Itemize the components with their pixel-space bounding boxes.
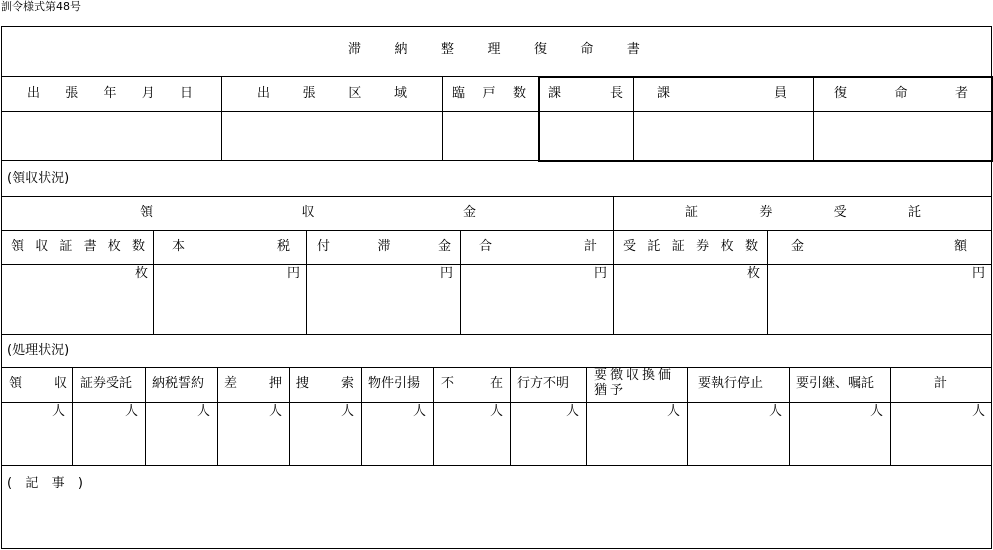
unit-persons: 人 [268, 404, 282, 419]
col-sum: 計 [934, 376, 948, 391]
unit-persons: 人 [196, 404, 210, 419]
form-title: 滞 納 整 理 復 命 書 [348, 42, 640, 57]
unit-persons: 人 [124, 404, 138, 419]
unit-persons: 人 [869, 404, 883, 419]
unit-persons: 人 [340, 404, 354, 419]
unit-yen: 円 [439, 266, 453, 281]
unit-persons: 人 [489, 404, 503, 419]
col-seizure: 差 押 [224, 376, 282, 391]
col-received: 領 収 [9, 376, 67, 391]
col-search: 捜 索 [296, 376, 354, 391]
header-reporter: 復 命 者 [834, 86, 968, 101]
header-staff: 課 員 [657, 86, 787, 101]
collection-status-label: (領収状況) [7, 171, 70, 186]
unit-yen: 円 [286, 266, 300, 281]
receipt-heading: 領 収 金 [140, 205, 476, 220]
unit-yen: 円 [593, 266, 607, 281]
unit-persons: 人 [412, 404, 426, 419]
unit-sheets: 枚 [746, 266, 760, 281]
col-amount: 金 額 [791, 239, 967, 254]
form-number: 訓令様式第48号 [1, 0, 81, 13]
header-households: 臨 戸 数 [452, 86, 526, 101]
col-total: 合 計 [479, 239, 597, 254]
col-securities-count: 受 託 証 券 枚 数 [623, 239, 758, 254]
unit-persons: 人 [51, 404, 65, 419]
col-whereabouts-unknown: 行方不明 [517, 376, 570, 391]
unit-persons: 人 [971, 404, 985, 419]
col-delinquency: 付 滞 金 [317, 239, 451, 254]
col-handover: 要引継、嘱託 [796, 376, 875, 391]
unit-persons: 人 [768, 404, 782, 419]
col-receipt-count: 領 収 証 書 枚 数 [11, 239, 145, 254]
col-absent: 不 在 [441, 376, 503, 391]
col-tax-pledge: 納税誓約 [152, 376, 205, 391]
unit-sheets: 枚 [134, 266, 148, 281]
header-area: 出 張 区 域 [257, 86, 407, 101]
processing-status-label: (処理状況) [7, 343, 70, 358]
col-principal-tax: 本 税 [172, 239, 290, 254]
header-date: 出 張 年 月 日 [27, 86, 193, 101]
remarks-label: ( 記 事 ) [7, 476, 83, 491]
col-goods-removal: 物件引揚 [368, 376, 421, 391]
unit-persons: 人 [666, 404, 680, 419]
col-securities-trust: 証券受託 [80, 376, 133, 391]
securities-heading: 証 券 受 託 [685, 205, 921, 220]
col-grace: 要徴収換価猶予 [594, 368, 675, 398]
col-stay-execution: 要執行停止 [698, 376, 764, 391]
unit-persons: 人 [565, 404, 579, 419]
unit-yen: 円 [971, 266, 985, 281]
header-chief: 課 長 [548, 86, 623, 101]
